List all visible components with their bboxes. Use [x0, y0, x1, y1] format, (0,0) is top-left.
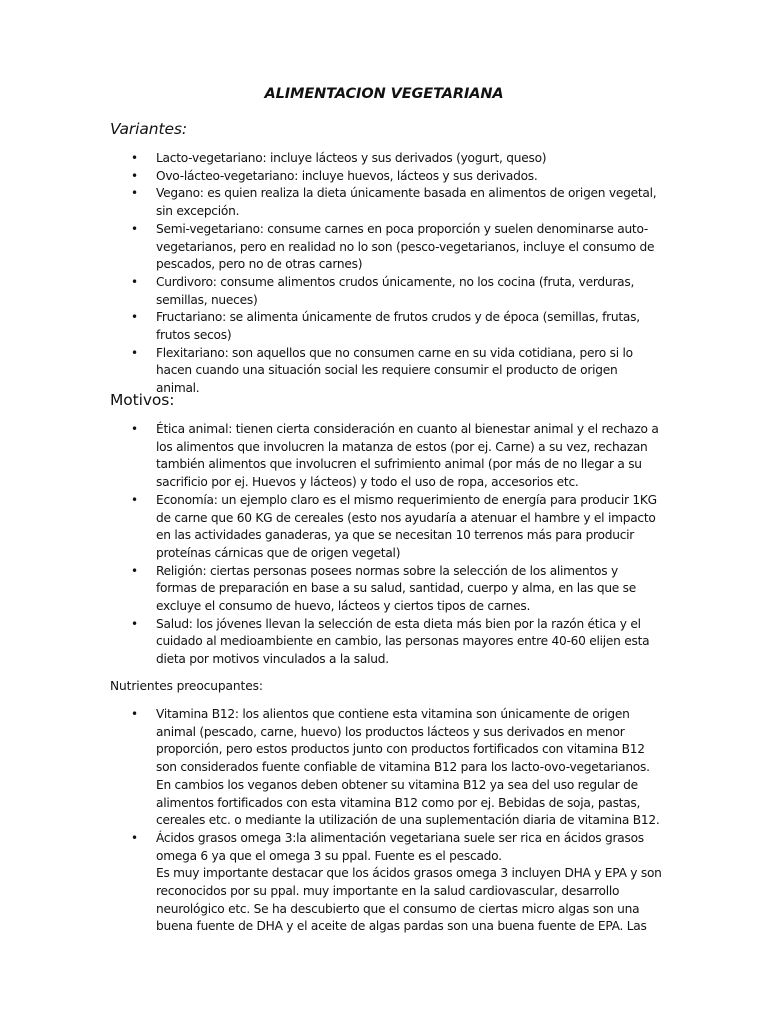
bullet-icon: • [131, 563, 138, 578]
bullet-icon: • [131, 274, 138, 289]
list-item [110, 830, 662, 936]
bullet-icon: • [131, 492, 138, 507]
bullet-icon: • [131, 616, 138, 631]
list-item: • Economía: un ejemplo claro es el mismo requerimiento de energía para producir 1KG de carne que 60 KG de cereales (esto nos ayudaría a atenuar el hambre y el impacto en las actividades ganaderas, ya que se necesitan 10 terrenos más para producir proteínas cárnicas que de origen vegetal) [131, 492, 657, 560]
motivos-list [110, 421, 662, 669]
bullet-icon: • [131, 345, 138, 360]
list-item: • Curdivoro: consume alimentos crudos únicamente, no los cocina (fruta, verduras, semillas, nueces) [131, 274, 635, 307]
list-item: • Lacto-vegetariano: incluye lácteos y sus derivados (yogurt, queso) [110, 150, 662, 168]
list-item: • Fructariano: se alimenta únicamente de frutos crudos y de época (semillas, frutas, frutos secos) [131, 310, 640, 343]
bullet-icon: • [131, 186, 138, 201]
variantes-heading: Variantes: [110, 120, 188, 138]
nutrientes-list [110, 706, 662, 936]
nutrientes-heading: Nutrientes preocupantes: [110, 679, 263, 693]
bullet-icon: • [131, 221, 138, 236]
document-title: ALIMENTACION VEGETARIANA [264, 86, 504, 102]
bullet-icon: • [131, 168, 138, 183]
bullet-icon: • [131, 310, 138, 325]
bullet-icon: • [131, 830, 138, 845]
bullet-icon: • [131, 422, 138, 436]
motivos-heading: Motivos: [110, 391, 175, 409]
list-item: • Ética animal: tienen cierta consideración en cuanto al bienestar animal y el rechazo a los alimentos que involucren la matanza de estos (por ej. Carne) a su vez, rechazan también alimentos que involucren el sufrimiento animal (por más de no llegar a su sacrificio por ej. Huevos y lácteos) y todo el uso de ropa, accesorios etc. [131, 422, 659, 490]
bullet-icon: • [131, 151, 138, 165]
list-item: • Semi-vegetariano: consume carnes en poca proporción y suelen denominarse auto-vegetarianos, pero en realidad no lo son (pesco-vegetarianos, incluye el consumo de pescados, pero no de otras carnes) [131, 221, 655, 272]
variantes-list [110, 150, 662, 398]
list-item: • Flexitariano: son aquellos que no consumen carne en su vida cotidiana, pero si lo hacen cuando una situación social les requiere consumir el producto de origen animal. [131, 345, 633, 396]
list-item: • Vegano: es quien realiza la dieta únicamente basada en alimentos de origen vegetal, sin excepción. [131, 186, 657, 219]
list-item: • Vitamina B12: los alientos que contiene esta vitamina son únicamente de origen animal (pescado, carne, huevo) los productos lácteos y sus derivados en menor proporción, pero estos productos junto con productos fortificados con vitamina B12 son considerados fuente confiable de vitamina B12 para los lacto-ovo-vegetarianos. En cambios los veganos deben obtener su vitamina B12 ya sea del uso regular de alimentos fortificados con esta vitamina B12 como por ej. Bebidas de soja, pastas, cereales etc. o mediante la utilización de una suplementación diaria de vitamina B12. [131, 707, 660, 828]
list-item: • Ovo-lácteo-vegetariano: incluye huevos, lácteos y sus derivados. [110, 168, 662, 186]
omega-paragraph-1: Ácidos grasos omega 3:la alimentación vegetariana suele ser rica en ácidos grasos omega 6 ya que el omega 3 su ppal. Fuente es el pescado. [156, 830, 644, 863]
bullet-icon: • [131, 707, 138, 721]
list-item: • Religión: ciertas personas posees normas sobre la selección de los alimentos y formas de preparación en base a su salud, santidad, cuerpo y alma, en las que se excluye el consumo de huevo, lácteos y ciertos tipos de carnes. [131, 563, 637, 614]
list-item: • Salud: los jóvenes llevan la selección de esta dieta más bien por la razón ética y el cuidado al medioambiente en cambio, las personas mayores entre 40-60 elijen esta dieta por motivos vinculados a la salud. [131, 616, 650, 667]
omega-paragraph-2: Es muy importante destacar que los ácidos grasos omega 3 incluyen DHA y EPA y son reconocidos por su ppal. muy importante en la salud cardiovascular, desarrollo neurológico etc. Se ha descubierto que el consumo de ciertas micro algas son una buena fuente de DHA y el aceite de algas pardas son una buena fuente de EPA. Las [156, 866, 662, 934]
